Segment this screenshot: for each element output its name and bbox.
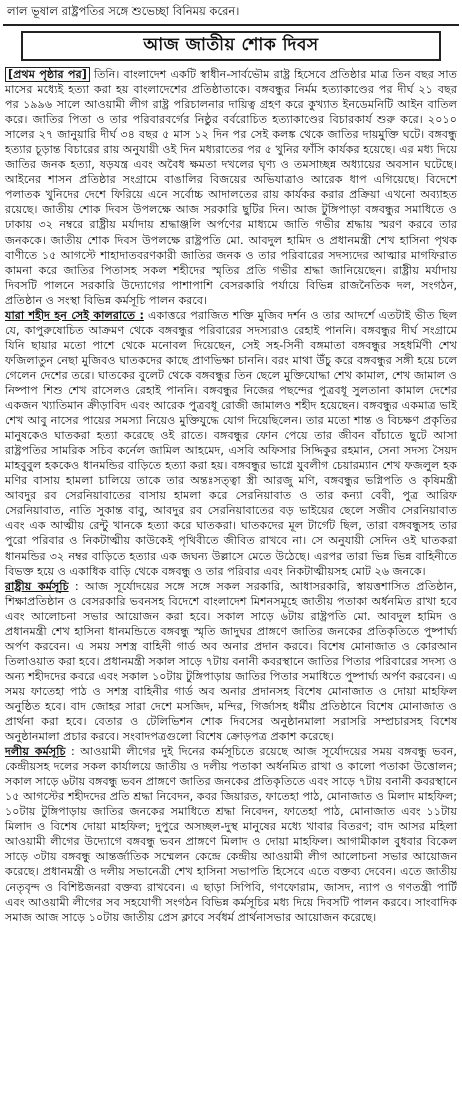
paragraph-2-text: একাত্তরে পরাজিত শক্তি মুজিব দর্শন ও তার আদর্শে এতটাই ভীত ছিল যে, কাপুরুষোচিত আক্রমণ থেকে বঙ্গবন্ধুর পরিবারের সদস্যরাও রেহাই পাননি। বঙ্গবন্ধুর দীর্ঘ সংগ্রামে যিনি ছায়ার মতো পাশে থেকে মনোবল দিয়েছেন, সেই সহ-সিনী বঙ্গমাতা বঙ্গবন্ধুর সহধর্মিণী শেখ ফজিলাতুন নেছা মুজিবও ঘাতকদের কাছে প্রাণভিক্ষা চাননি। বরং মাথা উঁচু করে বঙ্গবন্ধুর সঙ্গী হয়ে চলে গেলেন দেশের তরে। ঘাতকের বুলেট থেকে বঙ্গবন্ধুর তিন ছেলে মুক্তিযোদ্ধা শেখ কামাল, শেখ জামাল ও নিষ্পাপ শিশু শেখ রাসেলও রেহাই পাননি। বঙ্গবন্ধুর নিজের পছন্দের পুত্রবধূ সুলতানা কামাল দেশের একজন খ্যাতিমান ক্রীড়াবিদ এবং আরেক পুত্রবধূ রোজী জামালও শহীদ হয়েছেন। বঙ্গবন্ধুর একমাত্র ভাই শেখ আবু নাসের পায়ের সমস্যা নিয়েও মুক্তিযুদ্ধে যোগ দিয়েছিলেন। তার মতো শান্ত ও বিচক্ষণ প্রকৃতির মানুষকেও ঘাতকরা হত্যা করেছে ওই রাতে। বঙ্গবন্ধুর ফোন পেয়ে তার জীবন বাঁচাতে ছুটে আসা রাষ্ট্রপতির সামরিক সচিব কর্নেল জামিল আহমেদ, এসবি অফিসার সিদ্দিকুর রহমান, সেনা সদস্য সৈয়দ মাহবুবুল হককেও ধানমন্ডির বাড়িতে হত্যা করা হয়। বঙ্গবন্ধুর ভাগ্নে যুবলীগ চেয়ারম্যান শেখ ফজলুল হক মণির বাসায় হামলা চালিয়ে তাকে তার অন্তঃসত্ত্বা স্ত্রী আরজু মণি, বঙ্গবন্ধুর ভগ্নিপতি ও কৃষিমন্ত্রী আবদুর রব সেরনিয়াবাতের বাসায় হামলা করে সেরনিয়াবাত ও তার কন্যা বেবী, পুত্র আরিফ সেরনিয়াবাত, নাতি সুকান্ত বাবু, আবদুর রব সেরনিয়াবাতের বড় ভাইয়ের ছেলে সজীব সেরনিয়াবাত এবং এক আত্মীয় রেন্টু খানকে হত্যা করে ঘাতকরা। ঘাতকদের মূল টার্গেট ছিল, তারা বঙ্গবন্ধুসহ তার পুরো পরিবার ও নিকটাত্মীয় কাউকেই পৃথিবীতে জীবিত রাখবে না। সে অনুযায়ী সেদিন ওই ঘাতকরা ধানমন্ডির ৩২ নম্বর বাড়িতে হত্যার এক জঘন্য উল্লাসে মেতে উঠেছে। এরপর তারা ভিন্ন ভিন্ন বাহিনীতে বিভক্ত হয়ে ও একাধিক বাড়ি থেকে বঙ্গবন্ধু ও তার পরিবার এবং নিকটাত্মীয়সহ মোট ২৬ জনকে। (5, 308, 457, 578)
paragraph-2 (5, 308, 457, 579)
paragraph-3-text: : আজ সূর্যোদয়ের সঙ্গে সঙ্গে সকল সরকারি, আধাসরকারি, স্বায়ত্তশাসিত প্রতিষ্ঠান, শিক্ষাপ্রতিষ্ঠান ও বেসরকারি ভবনসহ বিদেশে বাংলাদেশ মিশনসমূহে জাতীয় পতাকা অর্ধনমিত রাখা হবে এবং আলোচনা সভার আয়োজন করা হবে। সকাল সাড়ে ৬টায় রাষ্ট্রপতি মো. আবদুল হামিদ ও প্রধানমন্ত্রী শেখ হাসিনা ধানমন্ডিতে বঙ্গবন্ধু স্মৃতি জাদুঘর প্রাঙ্গণে জাতির জনকের প্রতিকৃতিতে পুষ্পার্ঘ্য অর্পণ করবেন। এ সময় সশস্ত্র বাহিনী গার্ড অব অনার প্রদান করবে। বিশেষ মোনাজাত ও কোরআন তিলাওয়াত করা হবে। প্রধানমন্ত্রী সকাল সাড়ে ৭টায় বনানী কবরস্থানে জাতির পিতার পরিবারের সদস্য ও অন্য শহীদদের কবরে এবং সকাল ১০টায় টুঙ্গিপাড়ায় জাতির পিতার সমাধিতে পুষ্পার্ঘ্য অর্পণ করবেন। এ সময় ফাতেহা পাঠ ও সশস্ত্র বাহিনীর গার্ড অব অনার প্রদানসহ বিশেষ মোনাজাত ও দোয়া মাহফিল অনুষ্ঠিত হবে। বাদ জোহর সারা দেশে মসজিদ, মন্দির, গির্জাসহ ধর্মীয় প্রতিষ্ঠানে বিশেষ মোনাজাত ও প্রার্থনা করা হবে। বেতার ও টেলিভিশন শোক দিবসের অনুষ্ঠানমালা সরাসরি সম্প্রচারসহ বিশেষ অনুষ্ঠানমালা প্রচার করবে। সংবাদপত্রগুলো বিশেষ ক্রোড়পত্র প্রকাশ করেছে। (5, 579, 457, 744)
subhead-state-program: রাষ্ট্রীয় কর্মসূচি (5, 579, 69, 593)
paragraph-1-text: তিনি। বাংলাদেশ একটি স্বাধীন-সার্বভৌম রাষ্ট্র হিসেবে প্রতিষ্ঠার মাত্র তিন বছর সাত মাসের মধ্যেই হত্যা করা হয় বাংলাদেশের প্রতিষ্ঠাতাকে। বঙ্গবন্ধুর নির্মম হত্যাকাণ্ডের পর দীর্ঘ ২১ বছর পর ১৯৯৬ সালে আওয়ামী লীগ রাষ্ট্র পরিচালনার দায়িত্ব গ্রহণ করে কুখ্যাত ইনডেমনিটি আইন বাতিল করে। জাতির পিতা ও তার পরিবারবর্গের নিষ্ঠুর বর্বরোচিত হত্যাকাণ্ডের বিচারকার্য শুরু করে। ২০১০ সালের ২৭ জানুয়ারি দীর্ঘ ৩৪ বছর ৫ মাস ১২ দিন পর সেই কলঙ্ক থেকে জাতির দায়মুক্তি ঘটে। বঙ্গবন্ধু হত্যার চূড়ান্ত বিচারের রায় অনুযায়ী ওই দিন মধ্যরাতের পর ৫ খুনির ফাঁসি কার্যকর হয়েছে। এর মধ্য দিয়ে জাতির জনক হত্যা, ষড়যন্ত্র এবং অবৈধ ক্ষমতা দখলের ঘৃণ্য ও তমসাচ্ছন্ন অধ্যায়ের অবসান ঘটেছে। আইনের শাসন প্রতিষ্ঠার সংগ্রামে বাঙালির বিজয়ের অভিযাত্রাও আরেক ধাপ এগিয়েছে। বিদেশে পলাতক খুনিদের দেশে ফিরিয়ে এনে সর্বোচ্চ আদালতের রায় কার্যকর করার প্রক্রিয়া এখনো অব্যাহত রয়েছে। জাতীয় শোক দিবস উপলক্ষে আজ সরকারি ছুটির দিন। আজ টুঙ্গিপাড়া বঙ্গবন্ধুর সমাধিতে ও ঢাকায় ৩২ নম্বরে রাষ্ট্রীয় মর্যাদায় শ্রদ্ধাঞ্জলি অর্পণের মাধ্যমে জাতি গভীর শ্রদ্ধায় স্মরণ করবে তার জনককে। জাতীয় শোক দিবস উপলক্ষে রাষ্ট্রপতি মো. আবদুল হামিদ ও প্রধানমন্ত্রী শেখ হাসিনা পৃথক বাণীতে ১৫ আগস্টে শাহাদাতবরণকারী জাতির জনক ও তার পরিবারের সদস্যদের আত্মার মাগফিরাত কামনা করে জাতির পিতাসহ সকল শহীদের স্মৃতির প্রতি গভীর শ্রদ্ধা জানিয়েছেন। রাষ্ট্রীয় মর্যাদায় দিবসটি পালনে সরকারি উদ্যোগের পাশাপাশি বেসরকারি পর্যায়ে বিভিন্ন রাজনৈতিক দল, সংগঠন, প্রতিষ্ঠান ও সংস্থা বিভিন্ন কর্মসূচি পালন করবে। (5, 68, 457, 307)
continuation-tag: [প্রথম পৃষ্ঠার পর] (5, 67, 90, 82)
paragraph-4 (5, 744, 457, 925)
previous-article-tail: লাল ভূষাল রাষ্ট্রপতির সঙ্গে শুভেচ্ছা বিনিময় করেন। (3, 0, 459, 26)
paragraph-1 (5, 67, 457, 308)
article-headline-box (21, 31, 441, 61)
paragraph-3 (5, 579, 457, 745)
subhead-party-program: দলীয় কর্মসূচি (5, 745, 66, 759)
article-headline: আজ জাতীয় শোক দিবস (143, 35, 319, 55)
article-body (3, 67, 459, 925)
paragraph-4-text: : আওয়ামী লীগের দুই দিনের কর্মসূচিতে রয়েছে আজ সূর্যোদয়ের সময় বঙ্গবন্ধু ভবন, কেন্দ্রীয়সহ দলের সকল কার্যালয়ে জাতীয় ও দলীয় পতাকা অর্ধনমিত রাখা ও কালো পতাকা উত্তোলন; সকাল সাড়ে ৬টায় বঙ্গবন্ধু ভবন প্রাঙ্গণে জাতির জনকের প্রতিকৃতিতে এবং সাড়ে ৭টায় বনানী কবরস্থানে ১৫ আগস্টের শহীদদের প্রতি শ্রদ্ধা নিবেদন, কবর জিয়ারত, ফাতেহা পাঠ, মোনাজাত ও মিলাদ মাহফিল; ১০টায় টুঙ্গিপাড়ায় জাতির জনকের সমাধিতে শ্রদ্ধা নিবেদন, ফাতেহা পাঠ, মোনাজাত এবং ১১টায় মিলাদ ও বিশেষ দোয়া মাহফিল; দুপুরে অসচ্ছল-দুস্থ মানুষের মধ্যে খাবার বিতরণ; বাদ আসর মহিলা আওয়ামী লীগের উদ্যোগে বঙ্গবন্ধু ভবন প্রাঙ্গণে মিলাদ ও দোয়া মাহফিল। আগামীকাল বুধবার বিকেল সাড়ে ৩টায় বঙ্গবন্ধু আন্তর্জাতিক সম্মেলন কেন্দ্রে কেন্দ্রীয় আওয়ামী লীগ আলোচনা সভার আয়োজন করেছে। প্রধানমন্ত্রী ও দলীয় সভানেত্রী শেখ হাসিনা সভাপতি হিসেবে এতে বক্তব্য দেবেন। এতে জাতীয় নেতৃবৃন্দ ও বিশিষ্টজনরা বক্তব্য রাখবেন। এ ছাড়া সিপিবি, গণফোরাম, জাসদ, ন্যাপ ও গণতন্ত্রী পার্টি এবং আওয়ামী লীগের সব সহযোগী সংগঠন বিভিন্ন কর্মসূচির মধ্য দিয়ে দিবসটি পালন করবে। সাংবাদিক সমাজ আজ সাড়ে ১০টায় জাতীয় প্রেস ক্লাবে সর্বধর্ম প্রার্থনাসভার আয়োজন করেছে। (5, 745, 457, 924)
subhead-martyrs: যারা শহীদ হন সেই কালরাতে : (5, 308, 144, 322)
